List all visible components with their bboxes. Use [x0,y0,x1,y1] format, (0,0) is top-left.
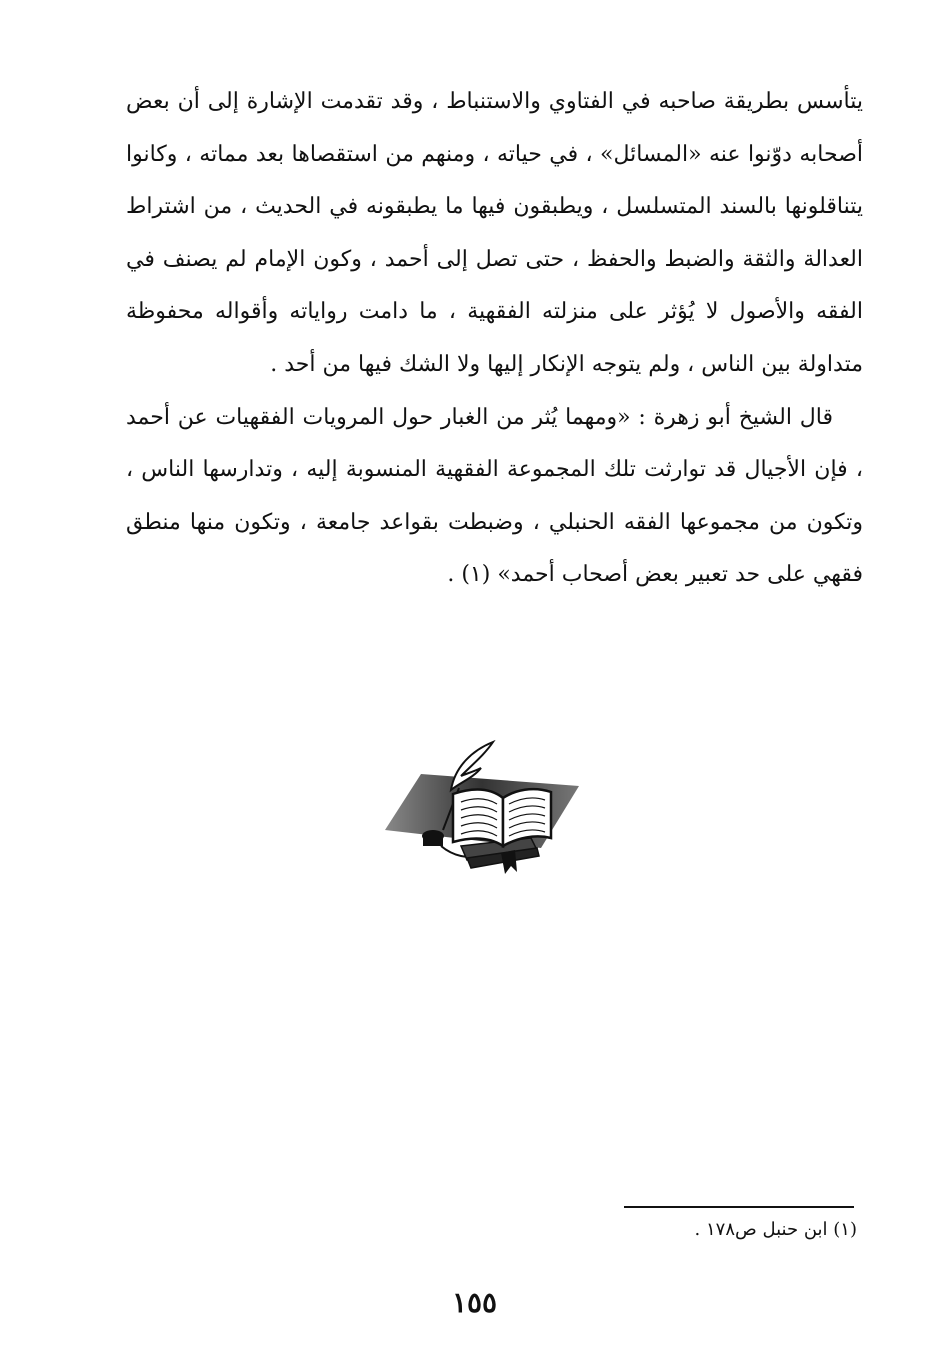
body-paragraph-2: قال الشيخ أبو زهرة : «ومهما يُثر من الغبار حول المرويات الفقهيات عن أحمد ، فإن الأجيال قد توارثت تلك المجموعة الفقهية المنسوبة إليه ، وتدارسها الناس ، وتكون من مجموعها الفقه الحنبلي ، وضبطت بقواعد جامعة ، وتكون منها منطق فقهي على حد تعبير بعض أصحاب أحمد» (١) . [126,404,863,588]
body-paragraph-1: يتأسس بطريقة صاحبه في الفتاوي والاستنباط ، وقد تقدمت الإشارة إلى أن بعض أصحابه دوّنوا عنه «المسائل» ، في حياته ، ومنهم من استقصاها بعد مماته ، وكانوا يتناقلونها بالسند المتسلسل ، ويطبقون فيها ما يطبقونه في الحديث ، من اشتراط العدالة والثقة والضبط والحفظ ، حتى تصل إلى أحمد ، وكون الإمام لم يصنف في الفقه والأصول لا يُؤثر على منزلته الفقهية ، ما دامت رواياته وأقواله محفوظة متداولة بين الناس ، ولم يتوجه الإنكار إليها ولا الشك فيها من أحد . [126,89,863,377]
main-text [126,76,863,602]
footnote: (١) ابن حنبل ص١٧٨ . [694,1219,857,1240]
footnote-separator [624,1206,854,1208]
page-number: ١٥٥ [451,1286,498,1319]
open-book-quill-icon [381,738,581,878]
